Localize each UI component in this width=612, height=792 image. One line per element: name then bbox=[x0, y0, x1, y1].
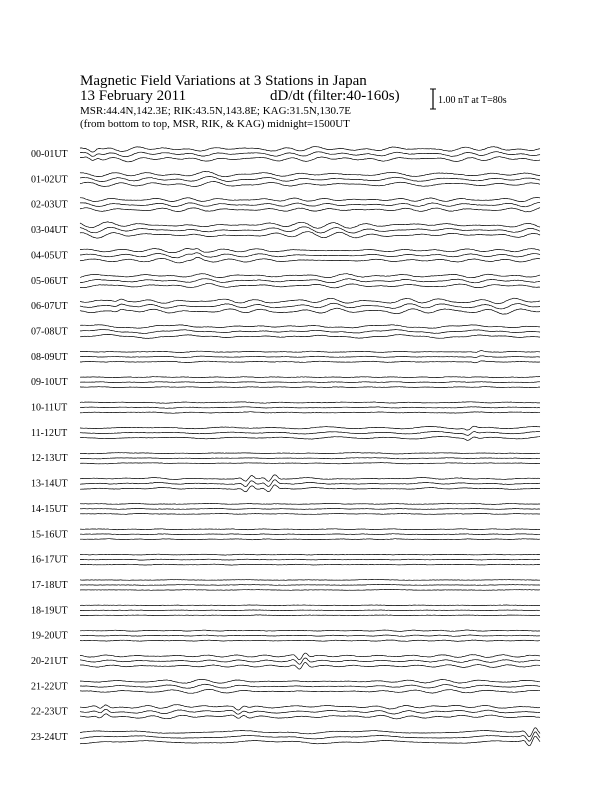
trace-kag bbox=[80, 605, 540, 606]
hour-label: 09-10UT bbox=[31, 377, 68, 389]
trace-kag bbox=[80, 377, 540, 378]
trace-msr bbox=[80, 308, 540, 314]
trace-msr bbox=[80, 539, 540, 540]
trace-msr bbox=[80, 485, 540, 492]
trace-kag bbox=[80, 579, 540, 580]
hour-row bbox=[31, 453, 540, 465]
hour-label: 20-21UT bbox=[31, 656, 68, 667]
trace-kag bbox=[80, 705, 540, 710]
trace-msr bbox=[80, 463, 540, 464]
hour-row bbox=[31, 222, 540, 238]
hour-row bbox=[31, 705, 540, 719]
hour-row bbox=[31, 653, 540, 669]
trace-kag bbox=[80, 679, 540, 683]
trace-msr bbox=[80, 208, 540, 212]
trace-msr bbox=[80, 513, 540, 514]
trace-kag bbox=[80, 529, 540, 530]
hour-row bbox=[31, 172, 540, 187]
hour-label: 19-20UT bbox=[31, 630, 68, 642]
trace-rik bbox=[80, 356, 540, 358]
hour-label: 21-22UT bbox=[31, 681, 68, 693]
plot-quantity: dD/dt (filter:40-160s) bbox=[270, 88, 400, 104]
trace-kag bbox=[80, 728, 540, 737]
trace-msr bbox=[80, 589, 540, 590]
hour-row bbox=[31, 579, 540, 591]
hour-row bbox=[31, 198, 540, 212]
hour-row bbox=[31, 274, 540, 288]
hour-row bbox=[31, 147, 540, 162]
trace-kag bbox=[80, 426, 540, 430]
trace-rik bbox=[80, 635, 540, 636]
trace-kag bbox=[80, 630, 540, 631]
hour-label: 11-12UT bbox=[31, 427, 68, 439]
trace-kag bbox=[80, 274, 540, 278]
trace-rik bbox=[80, 584, 540, 585]
trace-msr bbox=[80, 157, 540, 162]
hour-row bbox=[31, 402, 540, 414]
trace-rik bbox=[80, 330, 540, 334]
trace-rik bbox=[80, 709, 540, 714]
trace-kag bbox=[80, 503, 540, 504]
trace-msr bbox=[80, 181, 540, 186]
trace-rik bbox=[80, 303, 540, 309]
trace-rik bbox=[80, 458, 540, 459]
hour-label: 02-03UT bbox=[31, 199, 68, 211]
trace-kag bbox=[80, 147, 540, 152]
hour-label: 12-13UT bbox=[31, 453, 68, 465]
hour-row bbox=[31, 529, 540, 541]
hour-label: 13-14UT bbox=[31, 478, 68, 490]
hour-row bbox=[31, 605, 540, 616]
trace-rik bbox=[80, 559, 540, 560]
hour-label: 04-05UT bbox=[31, 250, 68, 262]
trace-order-note: (from bottom to top, MSR, RIK, & KAG) midnight=1500UT bbox=[80, 118, 350, 130]
trace-rik bbox=[80, 279, 540, 283]
scale-bar bbox=[428, 88, 438, 110]
trace-msr bbox=[80, 361, 540, 363]
trace-msr bbox=[80, 334, 540, 338]
trace-kag bbox=[80, 298, 540, 304]
trace-rik bbox=[80, 658, 540, 664]
hour-label: 23-24UT bbox=[31, 732, 68, 744]
hour-label: 05-06UT bbox=[31, 275, 68, 287]
trace-rik bbox=[80, 407, 540, 409]
trace-msr bbox=[80, 640, 540, 641]
trace-kag bbox=[80, 172, 540, 177]
hour-label: 15-16UT bbox=[31, 529, 68, 541]
trace-rik bbox=[80, 610, 540, 611]
trace-msr bbox=[80, 257, 540, 263]
trace-rik bbox=[80, 203, 540, 207]
hour-row bbox=[31, 679, 540, 693]
scale-label: 1.00 nT at T=80s bbox=[438, 95, 507, 106]
hour-label: 08-09UT bbox=[31, 351, 68, 363]
trace-msr bbox=[80, 564, 540, 565]
trace-msr bbox=[80, 284, 540, 288]
trace-msr bbox=[80, 232, 540, 239]
trace-msr bbox=[80, 412, 540, 414]
trace-kag bbox=[80, 453, 540, 454]
trace-kag bbox=[80, 198, 540, 202]
trace-rik bbox=[80, 382, 540, 383]
trace-rik bbox=[80, 684, 540, 688]
trace-kag bbox=[80, 351, 540, 353]
trace-msr bbox=[80, 714, 540, 719]
trace-kag bbox=[80, 653, 540, 660]
hour-row bbox=[31, 475, 540, 492]
plot-title: Magnetic Field Variations at 3 Stations in Japan bbox=[80, 73, 367, 89]
station-coordinates: MSR:44.4N,142.3E; RIK:43.5N,143.8E; KAG:31.5N,130.7E bbox=[80, 105, 352, 117]
hour-label: 01-02UT bbox=[31, 174, 68, 186]
trace-msr bbox=[80, 689, 540, 693]
trace-kag bbox=[80, 325, 540, 329]
hour-label: 17-18UT bbox=[31, 579, 68, 591]
hour-label: 14-15UT bbox=[31, 503, 68, 515]
hour-label: 06-07UT bbox=[31, 301, 68, 313]
magnetogram-plot bbox=[0, 130, 612, 792]
trace-rik bbox=[80, 152, 540, 157]
hour-row bbox=[31, 325, 540, 339]
hour-label: 00-01UT bbox=[31, 149, 68, 160]
trace-msr bbox=[80, 615, 540, 616]
trace-kag bbox=[80, 554, 540, 555]
hour-row bbox=[31, 426, 540, 440]
trace-rik bbox=[80, 534, 540, 535]
trace-rik bbox=[80, 431, 540, 435]
trace-kag bbox=[80, 402, 540, 404]
hour-label: 10-11UT bbox=[31, 402, 68, 414]
trace-rik bbox=[80, 177, 540, 182]
hour-label: 16-17UT bbox=[31, 554, 68, 566]
trace-msr bbox=[80, 662, 540, 669]
trace-msr bbox=[80, 736, 540, 746]
hour-label: 03-04UT bbox=[31, 225, 68, 237]
hour-row bbox=[31, 248, 540, 263]
hour-row bbox=[31, 554, 540, 566]
hour-row bbox=[31, 630, 540, 642]
trace-kag bbox=[80, 248, 540, 252]
trace-msr bbox=[80, 387, 540, 388]
trace-rik bbox=[80, 480, 540, 487]
hour-label: 18-19UT bbox=[31, 605, 68, 617]
trace-rik bbox=[80, 508, 540, 509]
hour-row bbox=[31, 377, 540, 389]
trace-kag bbox=[80, 222, 540, 229]
trace-rik bbox=[80, 253, 540, 258]
hour-row bbox=[31, 728, 540, 746]
hour-row bbox=[31, 298, 540, 314]
plot-date: 13 February 2011 bbox=[80, 88, 187, 104]
trace-msr bbox=[80, 436, 540, 440]
hour-row bbox=[31, 503, 540, 515]
hour-label: 22-23UT bbox=[31, 706, 68, 718]
hour-row bbox=[31, 351, 540, 363]
hour-label: 07-08UT bbox=[31, 326, 68, 338]
trace-kag bbox=[80, 475, 540, 481]
